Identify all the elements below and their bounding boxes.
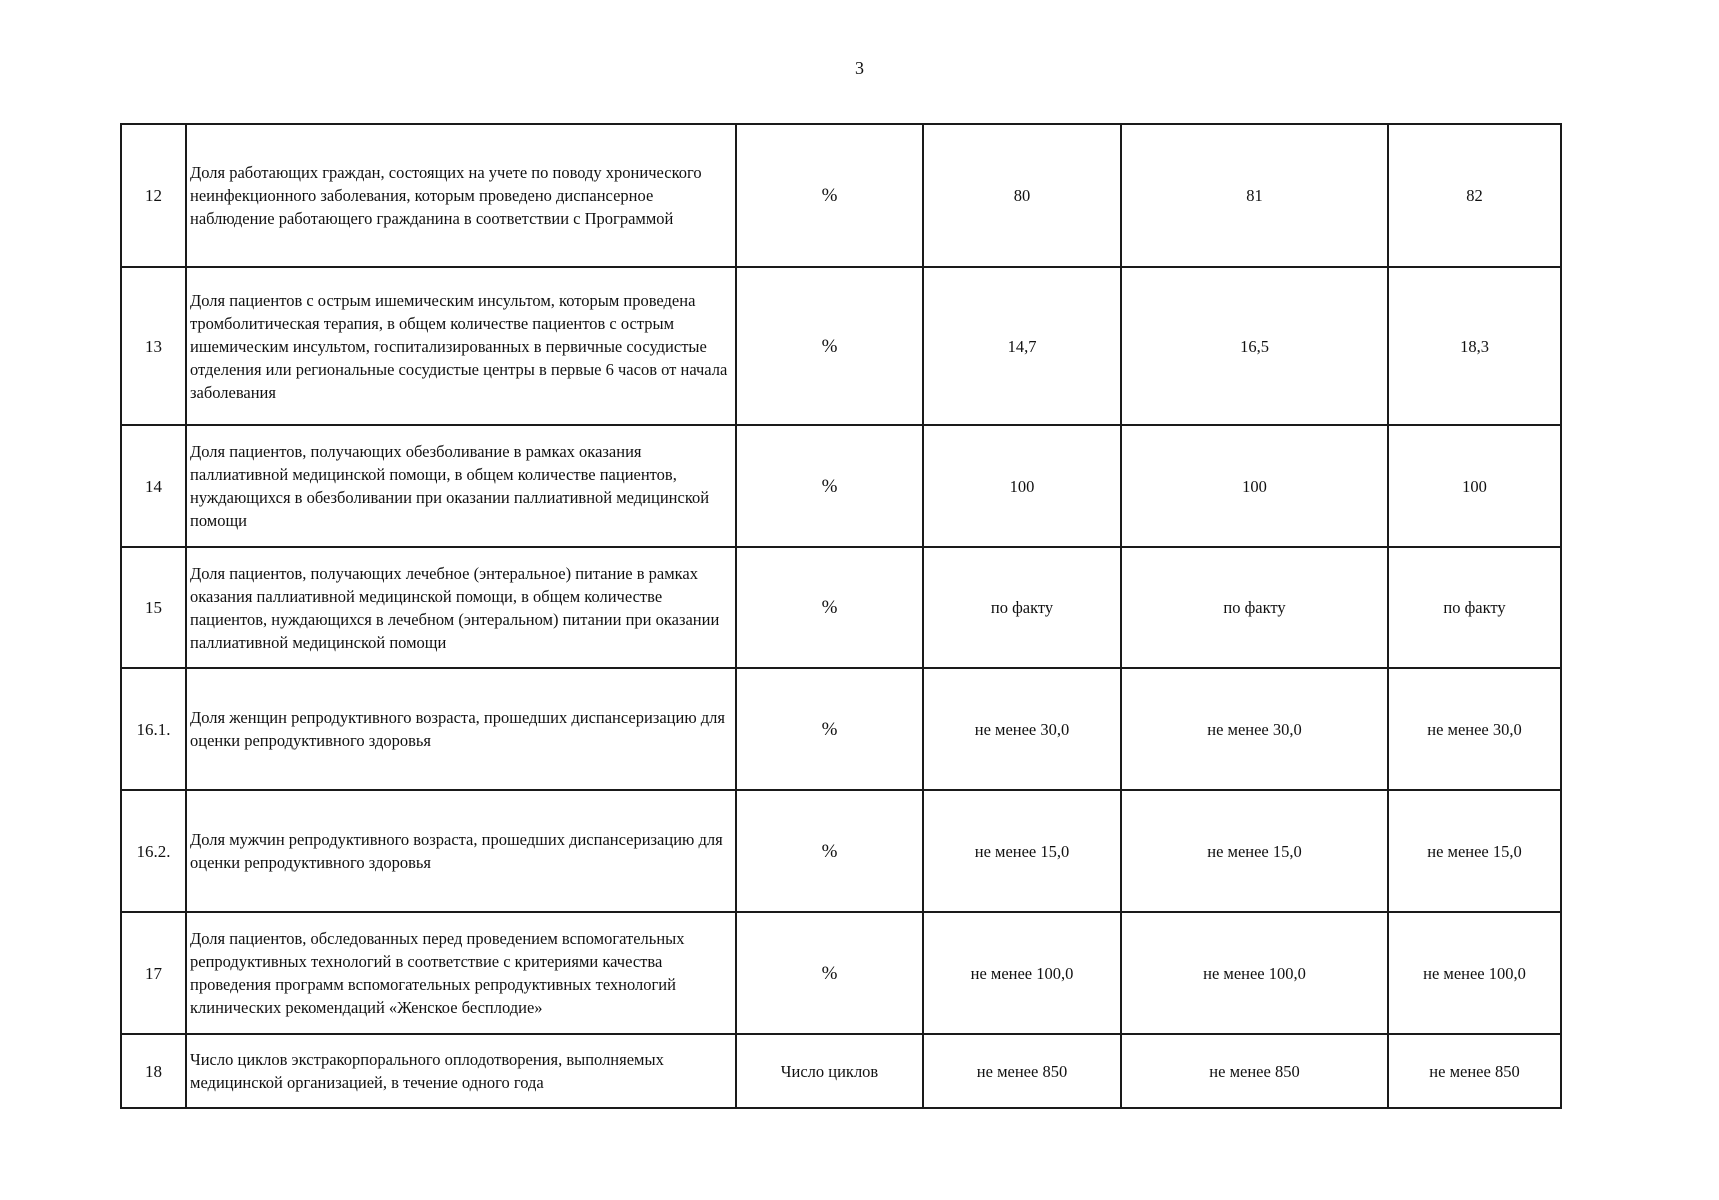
indicator-name: Доля пациентов, получающих обезболивание в рамках оказания паллиативной медицинской помощи, в общем количестве пациентов, нуждающихся в обезболивании при оказании паллиативной медицинской помощи bbox=[186, 425, 736, 547]
row-number: 14 bbox=[121, 425, 186, 547]
unit-cell: % bbox=[736, 425, 923, 547]
indicator-name: Доля женщин репродуктивного возраста, прошедших диспансеризацию для оценки репродуктивного здоровья bbox=[186, 668, 736, 790]
value-year-1: 80 bbox=[923, 124, 1121, 267]
unit-cell: % bbox=[736, 668, 923, 790]
value-year-2: не менее 100,0 bbox=[1121, 912, 1388, 1034]
value-year-3: 100 bbox=[1388, 425, 1561, 547]
table-row bbox=[121, 124, 1561, 267]
value-year-3: по факту bbox=[1388, 547, 1561, 668]
unit-cell: Число циклов bbox=[736, 1034, 923, 1108]
value-year-2: 81 bbox=[1121, 124, 1388, 267]
row-number: 17 bbox=[121, 912, 186, 1034]
value-year-1: по факту bbox=[923, 547, 1121, 668]
table-row bbox=[121, 425, 1561, 547]
page-number: 3 bbox=[855, 58, 864, 78]
indicator-name: Доля пациентов, обследованных перед проведением вспомогательных репродуктивных технологий в соответствие с критериями качества проведения программ вспомогательных репродуктивных технологий клинических рекомендаций «Женское бесплодие» bbox=[186, 912, 736, 1034]
value-year-3: не менее 100,0 bbox=[1388, 912, 1561, 1034]
value-year-2: не менее 30,0 bbox=[1121, 668, 1388, 790]
unit-cell: % bbox=[736, 912, 923, 1034]
indicator-name: Доля работающих граждан, состоящих на учете по поводу хронического неинфекционного заболевания, которым проведено диспансерное наблюдение работающего гражданина в соответствии с Программой bbox=[186, 124, 736, 267]
table-row bbox=[121, 668, 1561, 790]
indicator-name: Число циклов экстракорпорального оплодотворения, выполняемых медицинской организацией, в течение одного года bbox=[186, 1034, 736, 1108]
value-year-1: не менее 850 bbox=[923, 1034, 1121, 1108]
value-year-1: 100 bbox=[923, 425, 1121, 547]
row-number: 12 bbox=[121, 124, 186, 267]
row-number: 13 bbox=[121, 267, 186, 425]
table-row bbox=[121, 790, 1561, 912]
value-year-2: 16,5 bbox=[1121, 267, 1388, 425]
value-year-3: не менее 30,0 bbox=[1388, 668, 1561, 790]
value-year-3: 18,3 bbox=[1388, 267, 1561, 425]
value-year-3: не менее 850 bbox=[1388, 1034, 1561, 1108]
indicator-name: Доля пациентов с острым ишемическим инсультом, которым проведена тромболитическая терапия, в общем количестве пациентов с острым ишемическим инсультом, госпитализированных в первичные сосудистые отделения или региональные сосудистые центры в первые 6 часов от начала заболевания bbox=[186, 267, 736, 425]
value-year-2: по факту bbox=[1121, 547, 1388, 668]
value-year-1: не менее 100,0 bbox=[923, 912, 1121, 1034]
indicators-table bbox=[120, 123, 1562, 1109]
value-year-3: не менее 15,0 bbox=[1388, 790, 1561, 912]
unit-cell: % bbox=[736, 124, 923, 267]
unit-cell: % bbox=[736, 267, 923, 425]
value-year-1: не менее 30,0 bbox=[923, 668, 1121, 790]
row-number: 18 bbox=[121, 1034, 186, 1108]
unit-cell: % bbox=[736, 547, 923, 668]
value-year-1: 14,7 bbox=[923, 267, 1121, 425]
value-year-2: не менее 15,0 bbox=[1121, 790, 1388, 912]
value-year-1: не менее 15,0 bbox=[923, 790, 1121, 912]
indicator-name: Доля пациентов, получающих лечебное (энтеральное) питание в рамках оказания паллиативной медицинской помощи, в общем количестве пациентов, нуждающихся в лечебном (энтеральном) питании при оказании паллиативной медицинской помощи bbox=[186, 547, 736, 668]
table-row bbox=[121, 267, 1561, 425]
table-row bbox=[121, 547, 1561, 668]
row-number: 15 bbox=[121, 547, 186, 668]
row-number: 16.2. bbox=[121, 790, 186, 912]
row-number: 16.1. bbox=[121, 668, 186, 790]
table-row bbox=[121, 912, 1561, 1034]
unit-cell: % bbox=[736, 790, 923, 912]
indicator-name: Доля мужчин репродуктивного возраста, прошедших диспансеризацию для оценки репродуктивного здоровья bbox=[186, 790, 736, 912]
value-year-3: 82 bbox=[1388, 124, 1561, 267]
value-year-2: 100 bbox=[1121, 425, 1388, 547]
table-row bbox=[121, 1034, 1561, 1108]
value-year-2: не менее 850 bbox=[1121, 1034, 1388, 1108]
